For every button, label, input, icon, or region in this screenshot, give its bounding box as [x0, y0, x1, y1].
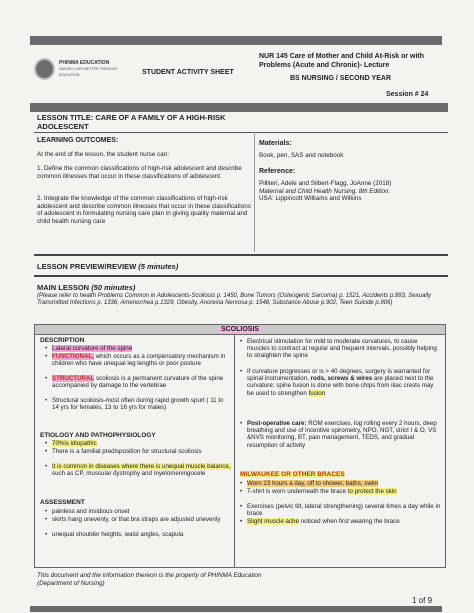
list-item: • Exercises (pelvic tilt, lateral strengthening) several times a day while in brace — [247, 503, 441, 517]
outcomes-intro: At the end of the lesson, the student nurse can: — [37, 151, 169, 158]
main-lesson-heading: MAIN LESSON (50 minutes) — [37, 283, 136, 292]
list-item: • Worn 23 hours a day, off to shower, baths, swim — [247, 480, 441, 487]
footer-notice: This document and the information thereon is the property of PHINMA Education (Department of Nursing) — [37, 572, 262, 587]
logo-mark-icon — [34, 58, 55, 80]
scoliosis-table — [34, 324, 446, 568]
bottom-bar — [30, 606, 442, 612]
sheet-title: STUDENT ACTIVITY SHEET — [142, 69, 234, 76]
list-item: • painless and insidious onset — [52, 508, 232, 515]
list-item: • skirts hang unevenly, or that bra straps are adjusted unevenly — [52, 516, 232, 523]
top-bar — [30, 36, 442, 45]
list-item: • T-shirt is worn underneath the brace to protect the skin — [247, 488, 441, 495]
course-title: NUR 145 Care of Mother and Child At-Risk or with Problems (Acute and Chronic)- Lecture — [259, 53, 425, 69]
divider — [34, 275, 448, 277]
table-header: SCOLIOSIS — [35, 325, 445, 335]
list-item: • 70%is idiopathic — [52, 440, 232, 447]
braces-heading: MILWAUKEE OR OTHER BRACES — [240, 471, 345, 478]
phinma-logo — [34, 55, 134, 83]
session-number: Session # 24 — [386, 91, 429, 98]
list-item: • Electrical stimulation for mild to moderate curvatures, to cause muscles to contract at regular and frequent intervals, possibly helping to straighten the spine — [247, 338, 441, 360]
list-item: • Structural scoliosis-most often during rapid growth spurt ( 11 to 14 yrs for females, 13 to 16 yrs for males) — [52, 397, 232, 411]
logo-tagline: MAKING LIVES BETTER THROUGH EDUCATION — [59, 67, 118, 77]
section-bar — [30, 103, 448, 112]
list-item: • unequal shoulder heights, waist angles, scapula — [52, 531, 232, 538]
outcome-item: 2. Integrate the knowledge of the common classifications of high-risk adolescent and describe common illnesses that occur in these classifications of adolescent in formulating nursing care plan in giving quality maternal and child health nursing care — [37, 195, 251, 225]
main-lesson-refs: (Please refer to health Problems Common in Adolescents-Scoliosis p. 1450, Bone Tumors (Osteogenic Sarcoma) p. 1521, Accidents p.893, Sexually Transmitted Infections p. 1336, Amenorrhea p.1329, Obesity, Anorexia Nervosa p. 1548, Substance Abuse p.902, Teen Suicide p.906) — [37, 293, 431, 307]
reference-heading: Reference: — [259, 168, 296, 175]
outcomes-heading: LEARNING OUTCOMES: — [37, 137, 119, 144]
etiology-heading: ETIOLOGY AND PATHOPHYSIOLOGY — [40, 432, 156, 439]
list-item: • Lateral curvature of the spine — [52, 345, 232, 352]
list-item: • If curvature progresses or is > 40 degrees, surgery is warranted for spinal instrumentation, rods, screws & wires are placed next to the curvature; spine fusion is done with bone chips from iliac crests may be used to strengthen fusion — [247, 368, 441, 397]
materials-heading: Materials: — [259, 140, 292, 147]
page-number: 1 of 9 — [412, 596, 433, 605]
list-item: • STRUCTURAL scoliosis is a permanent curvature of the spine accompanied by damage to the vertebrae — [52, 375, 232, 389]
outcome-item: 1. Define the common classifications of high-risk adolescent and describe common illnesses that occur in these classifications of adolescent. — [37, 165, 242, 180]
column-divider — [254, 132, 255, 252]
table-column-divider — [234, 334, 235, 568]
list-item: • Slight muscle ache noticed when first wearing the brace — [247, 518, 441, 525]
list-item: • There is a familial predisposition for structural scoliosis — [52, 448, 232, 455]
preview-heading: LESSON PREVIEW/REVIEW (5 minutes) — [37, 262, 179, 271]
assessment-heading: ASSESSMENT — [40, 499, 85, 506]
divider — [34, 132, 448, 133]
materials-text: Book, pen, SAS and notebook — [259, 152, 344, 159]
program-year: BS NURSING / SECOND YEAR — [290, 75, 391, 82]
list-item: • FUNCTIONAL, which occurs as a compensatory mechanism in children who have unequal leg lengths or poor posture — [52, 353, 232, 367]
logo-name: PHINMA EDUCATION — [59, 60, 110, 66]
list-item: • Post-operative care: ROM exercises, log rolling every 2 hours, deep breathing and use of incentive spirometry, NPO, NGT, strict I & O, VS &NVS monitoring, BT, pain management, TEDS, and gradual resumption of activity — [247, 420, 441, 449]
list-item: • It is common in diseases where there is unequal muscle balance, such as CP, muscular dystrophy and myelomeningocele — [52, 463, 232, 477]
description-heading: DESCRIPTION — [40, 337, 85, 344]
lesson-title: LESSON TITLE: CARE OF A FAMILY OF A HIGH-RISK ADOLESCENT — [37, 113, 226, 131]
reference-text: Pilliteri, Adele and Silbert-Flagg, JoAnne (2018) Maternal and Child Health Nursing, 8th Edition. USA: Lippincott Williams and Wilkins — [259, 180, 392, 202]
divider — [34, 254, 448, 256]
